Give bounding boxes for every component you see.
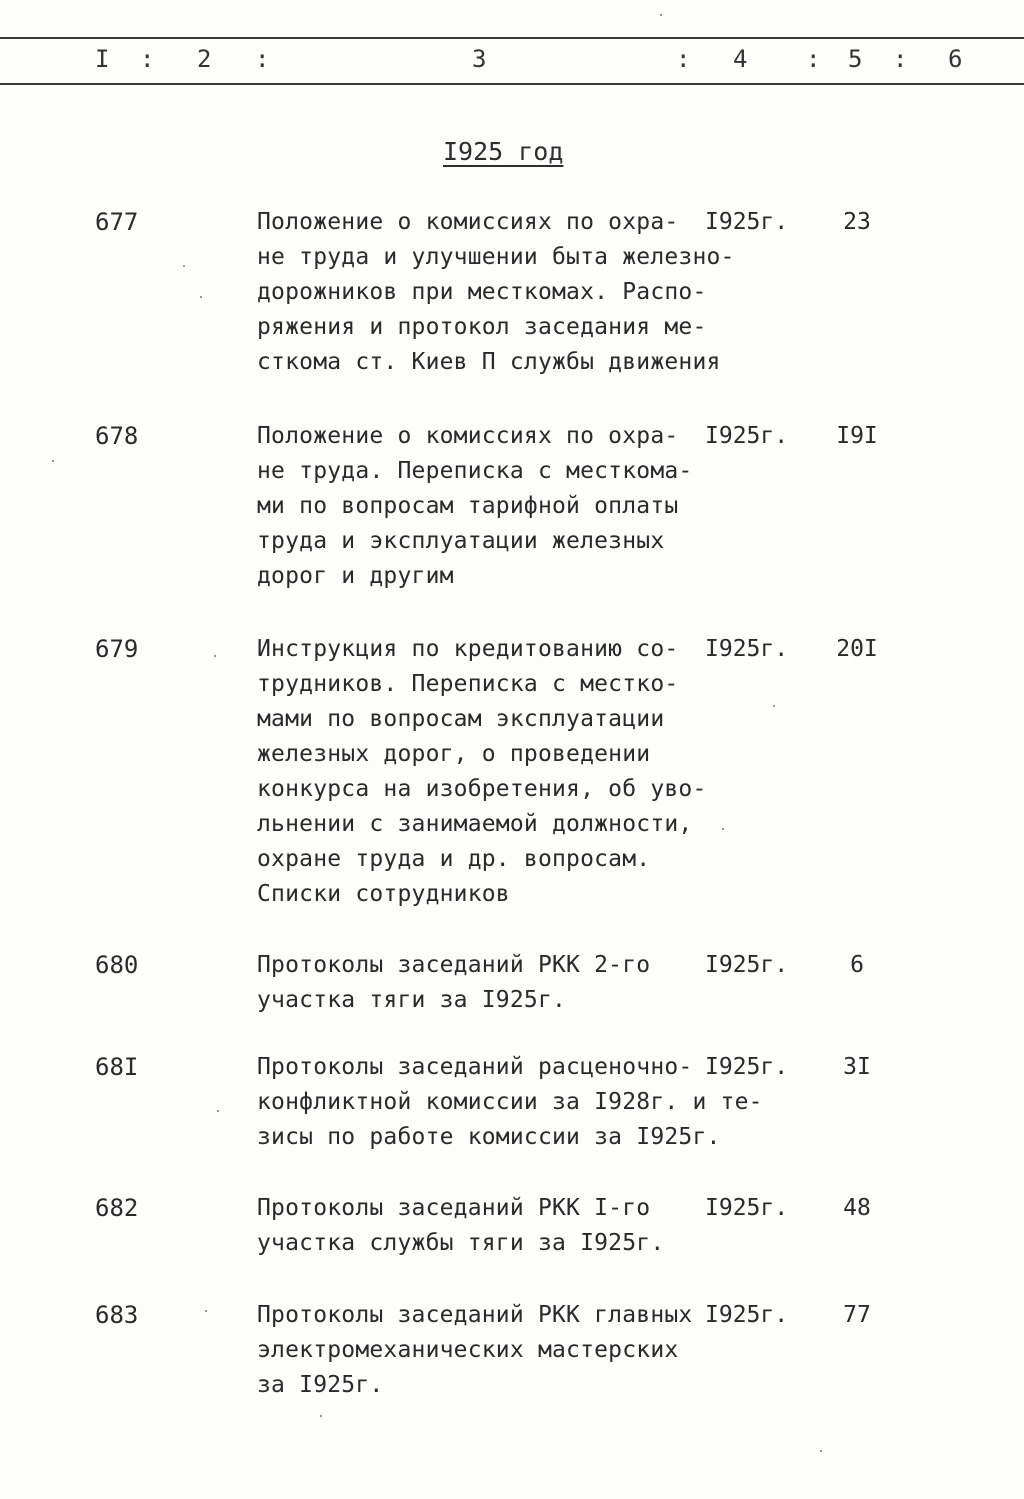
- entry-description: [257, 419, 697, 594]
- scan-speck: [217, 1110, 219, 1112]
- column-header-5: 5: [848, 45, 863, 73]
- entry-number: 679: [95, 635, 139, 663]
- scan-speck: [660, 14, 662, 16]
- description-line: Инструкция по кредитованию со-: [257, 636, 679, 662]
- scan-speck: [214, 655, 216, 657]
- column-separator: :: [676, 45, 691, 73]
- entry-sheet-count: 3I: [843, 1054, 871, 1080]
- description-line: зисы по работе комиссии за I925г.: [257, 1124, 721, 1150]
- description-line: конкурса на изобретения, об уво-: [257, 776, 707, 802]
- description-line: труда и эксплуатации железных: [257, 528, 665, 554]
- entry-description: [257, 1191, 697, 1261]
- description-line: Положение о комиссиях по охра-: [257, 423, 679, 449]
- scan-speck: [722, 828, 724, 830]
- description-line: участка тяги за I925г.: [257, 987, 567, 1013]
- description-line: дорог и другим: [257, 563, 454, 589]
- description-line: не труда и улучшении быта железно-: [257, 244, 735, 270]
- description-line: ми по вопросам тарифной оплаты: [257, 493, 679, 519]
- header-bottom-rule: [0, 83, 1024, 85]
- entry-year: I925г.: [705, 1302, 789, 1328]
- scan-speck: [205, 1310, 207, 1312]
- description-line: конфликтной комиссии за I928г. и те-: [257, 1089, 763, 1115]
- entry-description: [257, 948, 697, 1018]
- description-line: Протоколы заседаний РКК 2-го: [257, 952, 651, 978]
- entry-number: 678: [95, 422, 139, 450]
- description-line: Протоколы заседаний расценочно-: [257, 1054, 693, 1080]
- entry-number: 68I: [95, 1053, 139, 1081]
- entry-year: I925г.: [705, 1054, 789, 1080]
- column-separator: :: [255, 45, 270, 73]
- column-separator: :: [806, 45, 821, 73]
- column-separator: :: [140, 45, 155, 73]
- column-header-6: 6: [948, 45, 963, 73]
- scan-speck: [183, 265, 185, 267]
- entry-number: 683: [95, 1301, 139, 1329]
- entry-sheet-count: 48: [843, 1195, 871, 1221]
- column-header-1: I: [95, 45, 110, 73]
- scan-speck: [52, 460, 54, 462]
- description-line: не труда. Переписка с месткома-: [257, 458, 693, 484]
- entry-description: [257, 1050, 763, 1155]
- scan-speck: [820, 1450, 822, 1452]
- entry-description: [257, 205, 735, 380]
- column-separator: :: [893, 45, 908, 73]
- entry-number: 677: [95, 208, 139, 236]
- description-line: участка службы тяги за I925г.: [257, 1230, 665, 1256]
- description-line: дорожников при месткомах. Распо-: [257, 279, 707, 305]
- scan-speck: [773, 705, 775, 707]
- entry-description: [257, 632, 707, 912]
- entry-sheet-count: I9I: [836, 423, 878, 449]
- column-header-2: 2: [197, 45, 212, 73]
- entry-sheet-count: 6: [850, 952, 864, 978]
- entry-description: [257, 1298, 697, 1403]
- section-year-heading: I925 год: [443, 137, 564, 166]
- description-line: охране труда и др. вопросам.: [257, 846, 651, 872]
- description-line: льнении с занимаемой должности,: [257, 811, 693, 837]
- entry-year: I925г.: [705, 636, 789, 662]
- description-line: мами по вопросам эксплуатации: [257, 706, 665, 732]
- description-line: Протоколы заседаний РКК I-го: [257, 1195, 651, 1221]
- entry-sheet-count: 20I: [836, 636, 878, 662]
- description-line: железных дорог, о проведении: [257, 741, 651, 767]
- entry-sheet-count: 23: [843, 209, 871, 235]
- description-line: Списки сотрудников: [257, 881, 510, 907]
- description-line: Положение о комиссиях по охра-: [257, 209, 679, 235]
- column-header-4: 4: [733, 45, 748, 73]
- header-top-rule: [0, 37, 1024, 39]
- scan-speck: [320, 1415, 322, 1417]
- entry-sheet-count: 77: [843, 1302, 871, 1328]
- description-line: сткома ст. Киев П службы движения: [257, 349, 721, 375]
- entry-year: I925г.: [705, 952, 789, 978]
- description-line: ряжения и протокол заседания ме-: [257, 314, 707, 340]
- entry-year: I925г.: [705, 209, 789, 235]
- description-line: электромеханических мастерских: [257, 1337, 679, 1363]
- description-line: трудников. Переписка с местко-: [257, 671, 679, 697]
- column-header-3: 3: [472, 45, 487, 73]
- description-line: Протоколы заседаний РКК главных: [257, 1302, 693, 1328]
- entry-number: 680: [95, 951, 139, 979]
- scan-speck: [200, 296, 202, 298]
- entry-number: 682: [95, 1194, 139, 1222]
- entry-year: I925г.: [705, 423, 789, 449]
- description-line: за I925г.: [257, 1372, 384, 1398]
- entry-year: I925г.: [705, 1195, 789, 1221]
